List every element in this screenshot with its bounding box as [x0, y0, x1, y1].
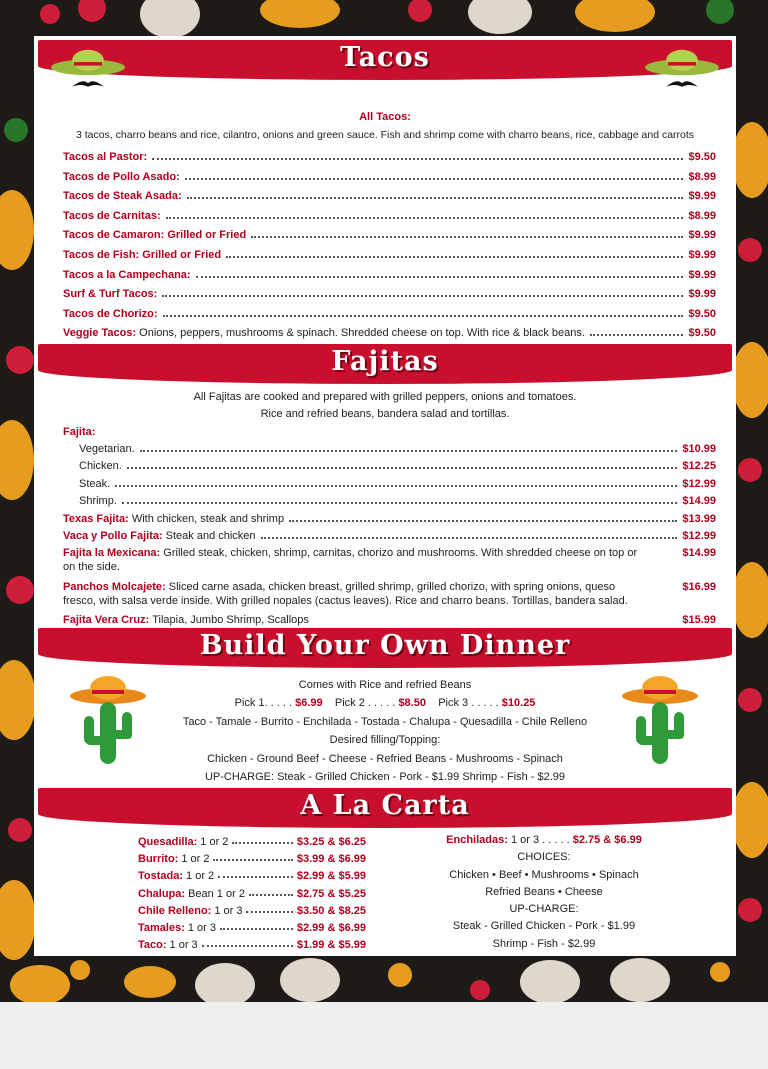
menu-item: Tostada: 1 or 2 $2.99 & $5.99	[138, 870, 366, 882]
menu-item: Tacos al Pastor: $9.50	[63, 151, 716, 163]
build-line-1: Comes with Rice and refried Beans	[298, 679, 472, 691]
menu-item: Surf & Turf Tacos: $9.99	[63, 288, 716, 300]
fajitas-note-2: Rice and refried beans, bandera salad and tortillas.	[260, 408, 510, 420]
menu-item: Steak. $12.99	[79, 478, 716, 490]
build-title: Build Your Own Dinner	[199, 630, 571, 661]
build-picks: Pick 1. . . . . $6.99 Pick 2 . . . . . $8.50 Pick 3 . . . . . $10.25	[234, 697, 536, 709]
menu-item: Tacos de Chorizo: $9.50	[63, 308, 716, 320]
fajitas-banner	[38, 344, 732, 384]
build-line-3: Taco - Tamale - Burrito - Enchilada - Tostada - Chalupa - Quesadilla - Chile Relleno	[182, 716, 588, 728]
upcharge-label: UP-CHARGE:	[509, 903, 579, 916]
all-tacos-label: All Tacos:	[359, 111, 411, 123]
tacos-title: Tacos	[340, 42, 430, 73]
menu-item: Tacos de Pollo Asado: $8.99	[63, 171, 716, 183]
menu-item: Tacos de Carnitas: $8.99	[63, 210, 716, 222]
enchiladas-line: Enchiladas: 1 or 3 . . . . . $2.75 & $6.99	[446, 834, 642, 846]
menu-item: Tacos de Camaron: Grilled or Fried $9.99	[63, 229, 716, 241]
build-line-5: Chicken - Ground Beef - Cheese - Refried Beans - Mushrooms - Spinach	[207, 753, 563, 765]
menu-item: Burrito: 1 or 2 $3.99 & $6.99	[138, 853, 366, 865]
page-footer	[0, 1002, 768, 1069]
choices-label: CHOICES:	[517, 851, 571, 864]
menu-item: Tacos de Fish: Grilled or Fried $9.99	[63, 249, 716, 261]
menu-item: Vaca y Pollo Fajita: Steak and chicken $12.99	[63, 530, 716, 542]
menu-item: Chicken. $12.25	[79, 460, 716, 472]
menu-item: Chile Relleno: 1 or 3 $3.50 & $8.25	[138, 905, 366, 917]
upcharge-line-2: Shrimp - Fish - $2.99	[492, 937, 596, 950]
fajita-label: Fajita:	[63, 426, 96, 438]
choices-line-1: Chicken • Beef • Mushrooms • Spinach	[449, 868, 639, 881]
upcharge-line-1: Steak - Grilled Chicken - Pork - $1.99	[452, 920, 636, 933]
carta-title: A La Carta	[300, 790, 470, 821]
menu-item: Texas Fajita: With chicken, steak and shrimp $13.99	[63, 513, 716, 525]
sombrero-mustache-icon	[638, 48, 726, 92]
menu-item: Fajita la Mexicana: Grilled steak, chicken, shrimp, carnitas, chorizo and mushrooms. With shredded cheese on top or on the side. $14.99	[63, 547, 716, 573]
menu-item: Fajita Vera Cruz: Tilapia, Jumbo Shrimp, Scallops $15.99	[63, 614, 716, 626]
menu-item: Shrimp. $14.99	[79, 495, 716, 507]
build-line-4: Desired filling/Topping:	[329, 734, 441, 746]
tacos-banner	[38, 40, 732, 80]
sombrero-mustache-icon	[44, 48, 132, 92]
menu-item: Vegetarian. $10.99	[79, 443, 716, 455]
choices-line-2: Refried Beans • Cheese	[485, 885, 603, 898]
menu-item: Veggie Tacos: Onions, peppers, mushrooms & spinach. Shredded cheese on top. With rice & black beans. $9.50	[63, 327, 716, 339]
menu-page	[34, 36, 736, 956]
menu-item: Tacos a la Campechana: $9.99	[63, 269, 716, 281]
build-line-6: UP-CHARGE: Steak - Grilled Chicken - Pork - $1.99 Shrimp - Fish - $2.99	[204, 771, 566, 783]
menu-item: Chalupa: Bean 1 or 2 $2.75 & $5.25	[138, 888, 366, 900]
tacos-note: 3 tacos, charro beans and rice, cilantro, onions and green sauce. Fish and shrimp come with charro beans, rice, cabbage and carrots	[75, 129, 695, 141]
menu-item: Tamales: 1 or 3 $2.99 & $6.99	[138, 922, 366, 934]
menu-item: Panchos Molcajete: Sliced carne asada, chicken breast, grilled shrimp, grilled chorizo, with spring onions, queso fresco, with salsa verde inside. With grilled nopales (cactus leaves). Rice and charro beans. Tortillas, bandera salad. $16.99	[63, 581, 716, 607]
enchiladas-block	[414, 832, 674, 953]
carta-banner	[38, 788, 732, 828]
menu-item: Taco: 1 or 3 $1.99 & $5.99	[138, 939, 366, 951]
fajitas-note-1: All Fajitas are cooked and prepared with grilled peppers, onions and tomatoes.	[193, 391, 577, 403]
menu-item: Tacos de Steak Asada: $9.99	[63, 190, 716, 202]
fajitas-title: Fajitas	[331, 346, 439, 377]
build-banner	[38, 628, 732, 668]
menu-item: Quesadilla: 1 or 2 $3.25 & $6.25	[138, 836, 366, 848]
